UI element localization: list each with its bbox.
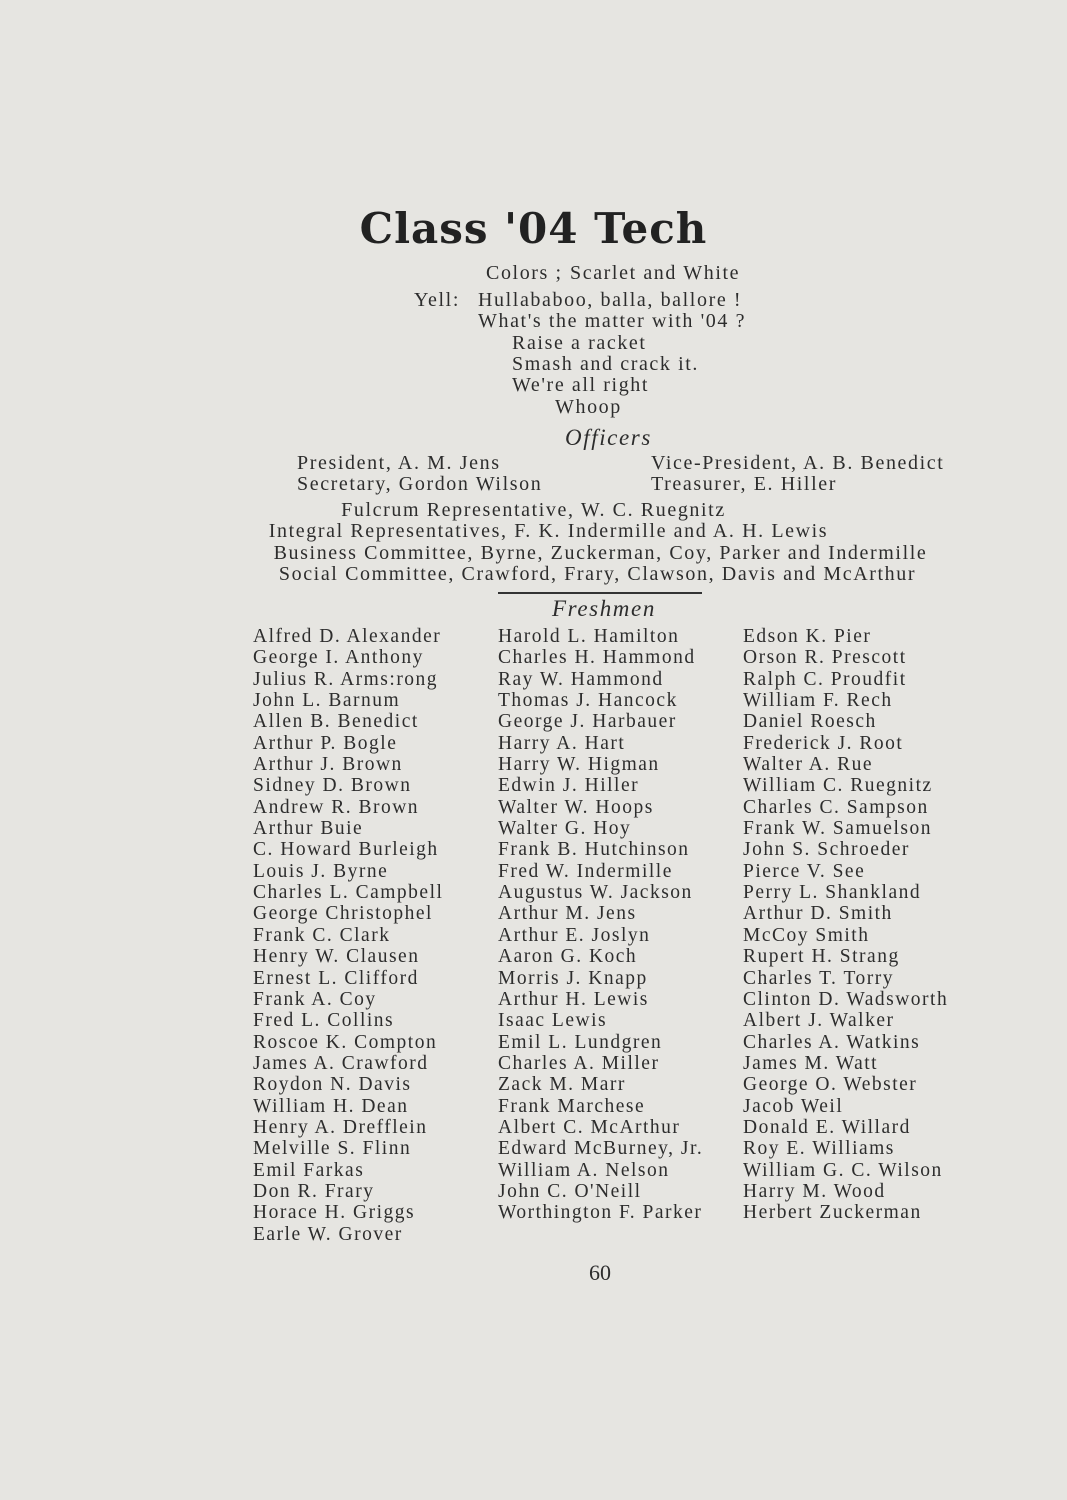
colors-value: Scarlet and White [570, 262, 741, 284]
list-item: Ray W. Hammond [498, 668, 664, 690]
list-item: Perry L. Shankland [743, 882, 922, 904]
list-item: Julius R. Arms:rong [253, 668, 439, 690]
officer-secretary: Secretary, Gordon Wilson [297, 473, 543, 495]
list-item: McCoy Smith [743, 924, 870, 946]
list-item: George I. Anthony [253, 647, 424, 669]
list-item: Emil L. Lundgren [498, 1031, 663, 1053]
list-item: Ernest L. Clifford [253, 967, 419, 989]
list-item: Walter A. Rue [743, 754, 874, 776]
list-item: Horace H. Griggs [253, 1202, 416, 1224]
page-number: 60 [589, 1260, 611, 1285]
list-item: Walter W. Hoops [498, 796, 654, 818]
list-item: Charles L. Campbell [253, 882, 444, 904]
officer-treasurer: Treasurer, E. Hiller [651, 473, 837, 495]
list-item: Henry A. Drefflein [253, 1116, 428, 1138]
list-item: Rupert H. Strang [743, 946, 900, 968]
officer-vice-president: Vice-President, A. B. Benedict [651, 452, 945, 474]
list-item: Melville S. Flinn [253, 1138, 412, 1160]
list-item: William F. Rech [743, 690, 893, 712]
list-item: Arthur M. Jens [498, 903, 637, 925]
list-item: Thomas J. Hancock [498, 690, 678, 712]
list-item: Don R. Frary [253, 1180, 375, 1202]
list-item: Harry A. Hart [498, 732, 626, 754]
yell-line-3: Raise a racket [512, 332, 647, 354]
colors-label: Colors ; [486, 262, 563, 284]
list-item: William A. Nelson [498, 1159, 670, 1181]
list-item: William C. Ruegnitz [743, 775, 933, 797]
list-item: Frank W. Samuelson [743, 818, 932, 840]
list-item: Pierce V. See [743, 860, 866, 882]
yell-line-5: We're all right [512, 374, 650, 396]
list-item: James M. Watt [743, 1052, 879, 1074]
list-item: Aaron G. Koch [498, 946, 638, 968]
list-item: Charles T. Torry [743, 967, 894, 989]
social-committee: Social Committee, Crawford, Frary, Clawson, Davis and McArthur [278, 563, 917, 585]
list-item: James A. Crawford [253, 1052, 429, 1074]
list-item: Charles H. Hammond [498, 647, 696, 669]
list-item: Albert J. Walker [743, 1010, 895, 1032]
freshmen-column-1 [253, 626, 443, 1245]
list-item: William H. Dean [253, 1095, 409, 1117]
list-item: Allen B. Benedict [253, 711, 419, 733]
list-item: Arthur Buie [253, 818, 364, 840]
list-item: Harold L. Hamilton [498, 626, 680, 647]
list-item: Ralph C. Proudfit [743, 668, 907, 690]
list-item: Augustus W. Jackson [498, 882, 693, 904]
list-item: Sidney D. Brown [253, 775, 412, 797]
list-item: Walter G. Hoy [498, 818, 632, 840]
list-item: John L. Barnum [253, 690, 401, 712]
list-item: Henry W. Clausen [253, 946, 420, 968]
list-item: Worthington F. Parker [498, 1202, 703, 1224]
list-item: Alfred D. Alexander [253, 626, 442, 647]
list-item: Frank Marchese [498, 1095, 646, 1117]
officer-fulcrum: Fulcrum Representative, W. C. Ruegnitz [341, 499, 726, 521]
list-item: Edson K. Pier [743, 626, 872, 647]
list-item: William G. C. Wilson [743, 1159, 943, 1181]
list-item: Edwin J. Hiller [498, 775, 640, 797]
list-item: Edward McBurney, Jr. [498, 1138, 704, 1160]
section-divider [498, 592, 702, 594]
list-item: Frank B. Hutchinson [498, 839, 690, 861]
list-item: George O. Webster [743, 1074, 918, 1096]
list-item: Clinton D. Wadsworth [743, 988, 949, 1010]
list-item: Arthur H. Lewis [498, 988, 649, 1010]
list-item: Earle W. Grover [253, 1223, 403, 1245]
officer-president: President, A. M. Jens [297, 452, 501, 474]
list-item: Roy E. Williams [743, 1138, 895, 1160]
list-item: Zack M. Marr [498, 1074, 626, 1096]
list-item: Herbert Zuckerman [743, 1202, 922, 1224]
list-item: Louis J. Byrne [253, 860, 389, 882]
page-title: Class '04 Tech [359, 204, 708, 253]
list-item: Harry W. Higman [498, 754, 660, 776]
list-item: Harry M. Wood [743, 1180, 886, 1202]
list-item: Isaac Lewis [498, 1010, 608, 1032]
list-item: Charles C. Sampson [743, 796, 929, 818]
yell-line-1: Hullababoo, balla, ballore ! [478, 289, 743, 311]
list-item: Frank A. Coy [253, 988, 377, 1010]
list-item: George J. Harbauer [498, 711, 677, 733]
list-item: Arthur P. Bogle [253, 732, 398, 754]
freshmen-heading: Freshmen [552, 596, 656, 621]
list-item: John S. Schroeder [743, 839, 910, 861]
list-item: Andrew R. Brown [253, 796, 420, 818]
list-item: George Christophel [253, 903, 433, 925]
list-item: Morris J. Knapp [498, 967, 648, 989]
list-item: Donald E. Willard [743, 1116, 911, 1138]
business-committee: Business Committee, Byrne, Zuckerman, Coy, Parker and Indermille [273, 542, 928, 564]
list-item: Fred L. Collins [253, 1010, 395, 1032]
list-item: Charles A. Watkins [743, 1031, 921, 1053]
freshmen-column-3 [743, 626, 948, 1224]
list-item: Daniel Roesch [743, 711, 877, 733]
list-item: Jacob Weil [743, 1095, 844, 1117]
officer-integral: Integral Representatives, F. K. Indermille and A. H. Lewis [268, 520, 829, 542]
list-item: Fred W. Indermille [498, 860, 673, 882]
yell-line-4: Smash and crack it. [512, 353, 700, 375]
yell-label: Yell: [414, 289, 460, 311]
list-item: Frank C. Clark [253, 924, 391, 946]
list-item: Arthur D. Smith [743, 903, 893, 925]
list-item: Arthur E. Joslyn [498, 924, 651, 946]
list-item: Orson R. Prescott [743, 647, 907, 669]
list-item: Frederick J. Root [743, 732, 904, 754]
freshmen-column-2 [498, 626, 703, 1224]
list-item: Roscoe K. Compton [253, 1031, 438, 1053]
officers-heading: Officers [565, 425, 652, 450]
yell-line-2: What's the matter with '04 ? [478, 310, 747, 332]
list-item: Arthur J. Brown [253, 754, 403, 776]
yell-line-6: Whoop [555, 396, 622, 418]
list-item: Roydon N. Davis [253, 1074, 412, 1096]
list-item: C. Howard Burleigh [253, 839, 439, 861]
list-item: Albert C. McArthur [498, 1116, 681, 1138]
list-item: Charles A. Miller [498, 1052, 660, 1074]
list-item: John C. O'Neill [498, 1180, 642, 1202]
list-item: Emil Farkas [253, 1159, 365, 1181]
